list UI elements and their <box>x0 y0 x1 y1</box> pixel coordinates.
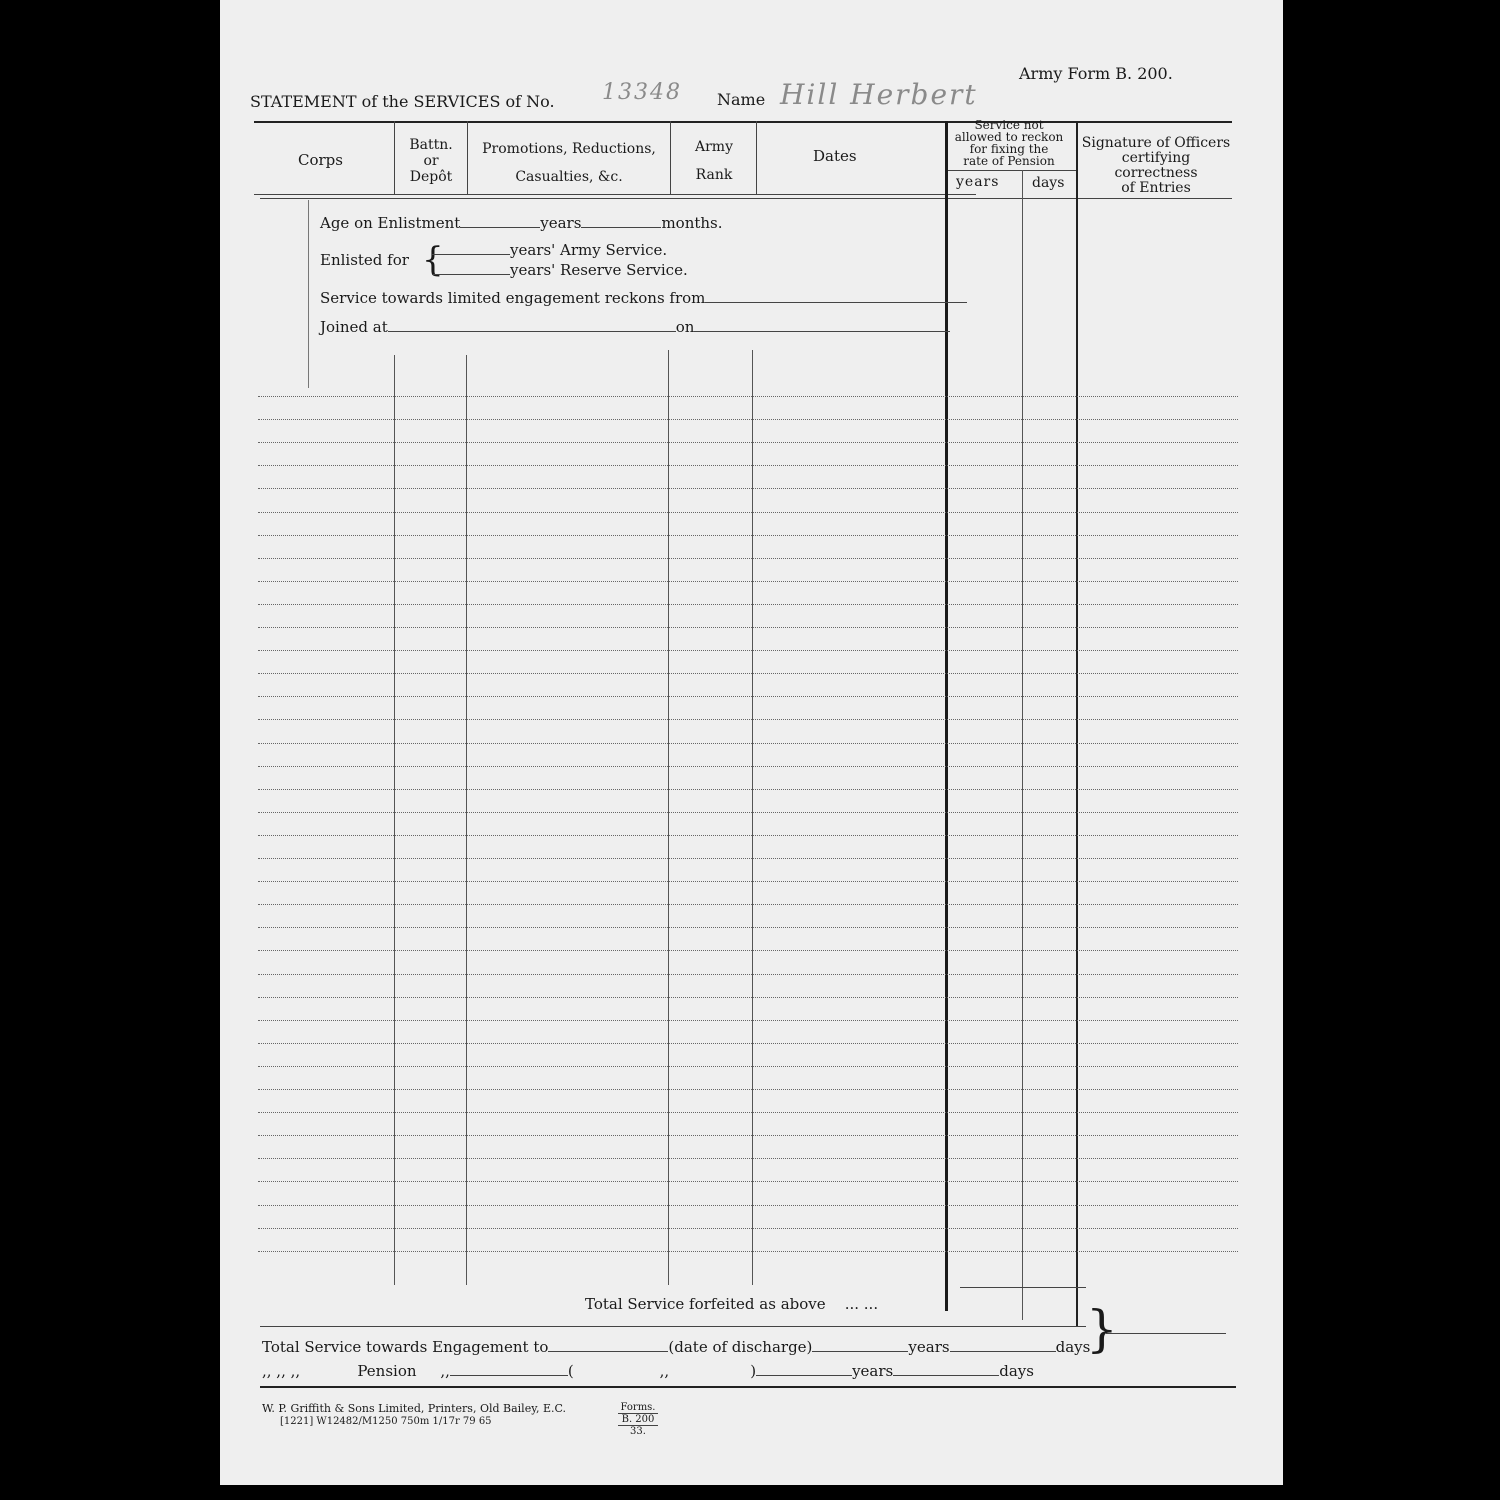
name-label: Name <box>717 90 766 109</box>
column-corps: Corps <box>298 151 343 169</box>
ruled-line <box>258 442 1238 443</box>
ruled-line <box>258 488 1238 489</box>
column-days: days <box>1032 175 1065 191</box>
ruled-line <box>258 789 1238 790</box>
name-handwritten: Hill Herbert <box>780 78 978 111</box>
ruled-line <box>258 1020 1238 1021</box>
ruled-line <box>258 1135 1238 1136</box>
total-pension-row: ,, ,, ,, Pension ,, ( ,, ) years days <box>262 1362 1034 1380</box>
limited-engagement-row: Service towards limited engagement reckons from <box>320 288 967 307</box>
ruled-line <box>258 812 1238 813</box>
column-signature: Signature of Officers certifying correctness of Entries <box>1081 135 1231 196</box>
ruled-line <box>258 696 1238 697</box>
ruled-line <box>258 881 1238 882</box>
ruled-line <box>258 419 1238 420</box>
column-dates: Dates <box>813 147 857 165</box>
reserve-service-row: years' Reserve Service. <box>432 260 688 279</box>
column-service-not-allowed: Service not allowed to reckon for fixing the rate of Pension <box>954 118 1064 168</box>
ruled-line <box>258 743 1238 744</box>
totals-brace: } <box>1086 1300 1118 1358</box>
column-army-rank: Army Rank <box>695 139 733 183</box>
total-engagement-row: Total Service towards Engagement to (date of discharge) years days <box>262 1338 1091 1356</box>
ruled-line <box>258 835 1238 836</box>
column-promotions: Promotions, Reductions, Casualties, &c. <box>482 141 656 185</box>
ruled-line <box>258 997 1238 998</box>
ruled-line <box>258 673 1238 674</box>
statement-title: STATEMENT of the SERVICES of No. <box>250 92 555 111</box>
ruled-line <box>258 1251 1238 1252</box>
ruled-line <box>258 1043 1238 1044</box>
ruled-line <box>258 581 1238 582</box>
header-bottom-left <box>254 194 976 195</box>
forms-reference: Forms. B. 200 33. <box>618 1402 658 1437</box>
ruled-line <box>258 927 1238 928</box>
print-code: [1221] W12482/M1250 750m 1/17r 79 65 <box>280 1416 492 1427</box>
form-id: Army Form B. 200. <box>1019 64 1173 83</box>
pension-subheader-line <box>946 170 1076 171</box>
ruled-line <box>258 1205 1238 1206</box>
ruled-line <box>258 858 1238 859</box>
column-years: years <box>956 174 1000 190</box>
ruled-line <box>258 1181 1238 1182</box>
ruled-line <box>258 558 1238 559</box>
ruled-line <box>258 535 1238 536</box>
ruled-line <box>258 650 1238 651</box>
ruled-line <box>258 766 1238 767</box>
ruled-line <box>258 1112 1238 1113</box>
brace-symbol: { <box>422 240 444 280</box>
total-forfeited-label: Total Service forfeited as above ... ... <box>585 1295 879 1313</box>
service-number-handwritten: 13348 <box>602 80 682 105</box>
table-top-border <box>254 121 1232 123</box>
ruled-line <box>258 904 1238 905</box>
army-service-row: years' Army Service. <box>432 240 667 259</box>
printer-imprint: W. P. Griffith & Sons Limited, Printers, Old Bailey, E.C. <box>262 1402 566 1415</box>
pension-right-border <box>1076 121 1078 1326</box>
ruled-line <box>258 627 1238 628</box>
header-bottom <box>260 198 1232 199</box>
ruled-line <box>258 396 1238 397</box>
ruled-line <box>258 465 1238 466</box>
age-on-enlistment-row: Age on Enlistment years months. <box>320 214 723 232</box>
years-days-divider <box>1022 170 1023 1320</box>
ruled-line <box>258 974 1238 975</box>
ruled-line <box>258 1158 1238 1159</box>
ruled-line <box>258 1066 1238 1067</box>
column-battn: Battn. or Depôt <box>409 137 453 185</box>
ruled-line <box>258 719 1238 720</box>
ruled-line <box>258 1089 1238 1090</box>
ruled-line <box>258 604 1238 605</box>
joined-at-row: Joined at on <box>320 317 950 336</box>
enlisted-for-label: Enlisted for <box>320 251 409 269</box>
ruled-line <box>258 950 1238 951</box>
ruled-line <box>258 512 1238 513</box>
ruled-line <box>258 1228 1238 1229</box>
form-page <box>220 0 1283 1485</box>
